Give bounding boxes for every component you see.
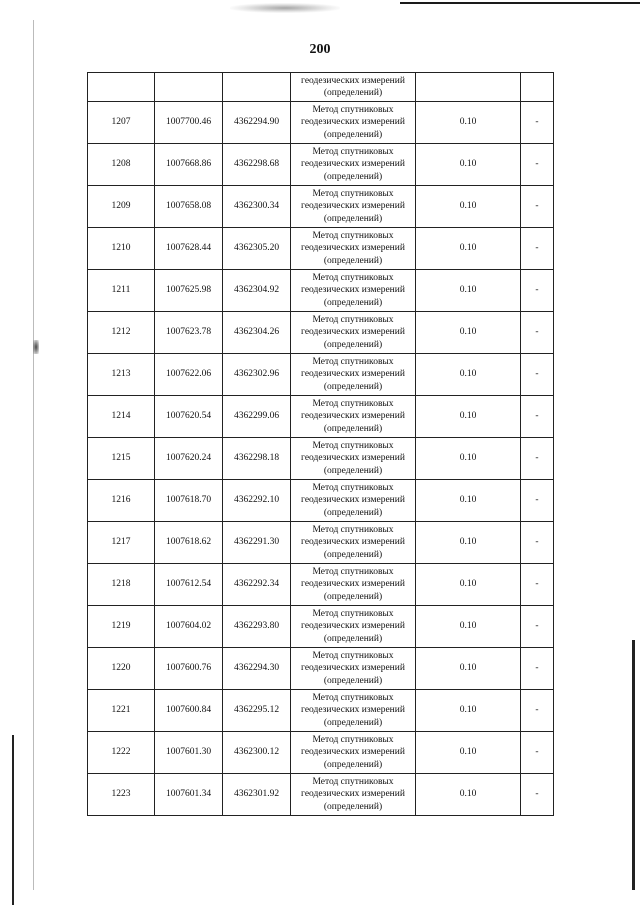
table-row <box>88 606 554 648</box>
method-line: Метод спутниковых <box>312 482 394 493</box>
x-coordinate-cell <box>155 73 223 102</box>
note-cell: - <box>521 270 554 312</box>
scan-artifact-mark <box>33 340 39 354</box>
point-number-cell <box>88 73 155 102</box>
point-number-cell: 1215 <box>88 438 155 480</box>
y-coordinate-cell: 4362301.92 <box>223 774 291 816</box>
method-line: Метод спутниковых <box>312 440 394 451</box>
method-cell <box>291 648 416 690</box>
accuracy-cell: 0.10 <box>416 606 521 648</box>
method-line: (определений) <box>323 88 383 98</box>
table-row <box>88 690 554 732</box>
table-row <box>88 354 554 396</box>
accuracy-cell: 0.10 <box>416 522 521 564</box>
y-coordinate-cell: 4362292.34 <box>223 564 291 606</box>
table-row <box>88 144 554 186</box>
table-row <box>88 564 554 606</box>
accuracy-cell: 0.10 <box>416 186 521 228</box>
method-line: геодезических измерений <box>301 747 405 758</box>
method-line: геодезических измерений <box>301 789 405 800</box>
accuracy-cell: 0.10 <box>416 312 521 354</box>
method-line: Метод спутниковых <box>312 356 394 367</box>
x-coordinate-cell: 1007620.54 <box>155 396 223 438</box>
note-cell: - <box>521 774 554 816</box>
method-line: геодезических измерений <box>301 663 405 674</box>
method-cell <box>291 606 416 648</box>
method-line: геодезических измерений <box>301 285 405 296</box>
coordinates-table-body <box>88 73 554 816</box>
x-coordinate-cell: 1007601.30 <box>155 732 223 774</box>
y-coordinate-cell: 4362292.10 <box>223 480 291 522</box>
method-line: Метод спутниковых <box>312 314 394 325</box>
method-line: Метод спутниковых <box>312 146 394 157</box>
page-number: 200 <box>309 42 331 57</box>
point-number-cell: 1223 <box>88 774 155 816</box>
note-cell: - <box>521 396 554 438</box>
method-line: (определений) <box>323 465 383 476</box>
method-line: геодезических измерений <box>301 411 405 422</box>
method-line: геодезических измерений <box>301 537 405 548</box>
method-line: Метод спутниковых <box>312 692 394 703</box>
method-line: (определений) <box>323 339 383 350</box>
note-cell: - <box>521 186 554 228</box>
x-coordinate-cell: 1007622.06 <box>155 354 223 396</box>
method-line: геодезических измерений <box>301 201 405 212</box>
method-line: Метод спутниковых <box>312 566 394 577</box>
point-number-cell: 1213 <box>88 354 155 396</box>
method-cell <box>291 228 416 270</box>
method-line: геодезических измерений <box>301 621 405 632</box>
scan-artifact-right-bar <box>632 640 635 890</box>
note-cell <box>521 73 554 102</box>
method-line: (определений) <box>323 717 383 728</box>
method-line: Метод спутниковых <box>312 776 394 787</box>
note-cell: - <box>521 228 554 270</box>
x-coordinate-cell: 1007600.84 <box>155 690 223 732</box>
point-number-cell: 1207 <box>88 102 155 144</box>
method-line: геодезических измерений <box>301 495 405 506</box>
method-line: (определений) <box>323 129 383 140</box>
table-row <box>88 270 554 312</box>
method-cell <box>291 186 416 228</box>
method-cell <box>291 270 416 312</box>
point-number-cell: 1211 <box>88 270 155 312</box>
method-line: (определений) <box>323 381 383 392</box>
method-line: (определений) <box>323 213 383 224</box>
method-line: (определений) <box>323 633 383 644</box>
accuracy-cell: 0.10 <box>416 648 521 690</box>
accuracy-cell: 0.10 <box>416 144 521 186</box>
method-line: Метод спутниковых <box>312 650 394 661</box>
x-coordinate-cell: 1007628.44 <box>155 228 223 270</box>
method-cell <box>291 732 416 774</box>
method-line: геодезических измерений <box>301 117 405 128</box>
method-cell <box>291 564 416 606</box>
table-row <box>88 186 554 228</box>
point-number-cell: 1216 <box>88 480 155 522</box>
method-line: (определений) <box>323 423 383 434</box>
y-coordinate-cell: 4362291.30 <box>223 522 291 564</box>
y-coordinate-cell: 4362298.18 <box>223 438 291 480</box>
y-coordinate-cell: 4362304.26 <box>223 312 291 354</box>
note-cell: - <box>521 354 554 396</box>
point-number-cell: 1209 <box>88 186 155 228</box>
y-coordinate-cell: 4362305.20 <box>223 228 291 270</box>
x-coordinate-cell: 1007600.76 <box>155 648 223 690</box>
method-cell <box>291 102 416 144</box>
method-cell <box>291 144 416 186</box>
point-number-cell: 1222 <box>88 732 155 774</box>
point-number-cell: 1219 <box>88 606 155 648</box>
accuracy-cell: 0.10 <box>416 270 521 312</box>
accuracy-cell: 0.10 <box>416 774 521 816</box>
accuracy-cell: 0.10 <box>416 690 521 732</box>
note-cell: - <box>521 648 554 690</box>
method-line: (определений) <box>323 759 383 770</box>
table-row <box>88 522 554 564</box>
method-line: геодезических измерений <box>301 453 405 464</box>
table-row <box>88 102 554 144</box>
method-line: (определений) <box>323 675 383 686</box>
point-number-cell: 1214 <box>88 396 155 438</box>
x-coordinate-cell: 1007658.08 <box>155 186 223 228</box>
coordinates-table <box>87 72 554 816</box>
point-number-cell: 1208 <box>88 144 155 186</box>
method-cell <box>291 396 416 438</box>
method-line: Метод спутниковых <box>312 608 394 619</box>
x-coordinate-cell: 1007618.70 <box>155 480 223 522</box>
accuracy-cell: 0.10 <box>416 732 521 774</box>
method-line: (определений) <box>323 255 383 266</box>
method-line: (определений) <box>323 171 383 182</box>
x-coordinate-cell: 1007601.34 <box>155 774 223 816</box>
method-line: (определений) <box>323 801 383 812</box>
point-number-cell: 1221 <box>88 690 155 732</box>
scan-artifact-left-bar <box>12 735 14 905</box>
method-line: (определений) <box>323 297 383 308</box>
y-coordinate-cell: 4362293.80 <box>223 606 291 648</box>
table-row <box>88 732 554 774</box>
y-coordinate-cell: 4362304.92 <box>223 270 291 312</box>
note-cell: - <box>521 312 554 354</box>
x-coordinate-cell: 1007668.86 <box>155 144 223 186</box>
x-coordinate-cell: 1007620.24 <box>155 438 223 480</box>
method-cell <box>291 312 416 354</box>
accuracy-cell: 0.10 <box>416 354 521 396</box>
method-cell <box>291 690 416 732</box>
point-number-cell: 1218 <box>88 564 155 606</box>
accuracy-cell: 0.10 <box>416 438 521 480</box>
method-line: (определений) <box>323 507 383 518</box>
note-cell: - <box>521 480 554 522</box>
note-cell: - <box>521 102 554 144</box>
note-cell: - <box>521 690 554 732</box>
method-cell <box>291 522 416 564</box>
accuracy-cell: 0.10 <box>416 396 521 438</box>
accuracy-cell: 0.10 <box>416 228 521 270</box>
method-line: Метод спутниковых <box>312 734 394 745</box>
method-line: Метод спутниковых <box>312 104 394 115</box>
y-coordinate-cell <box>223 73 291 102</box>
scan-artifact-smudge <box>230 3 340 13</box>
note-cell: - <box>521 732 554 774</box>
method-line: геодезических измерений <box>301 369 405 380</box>
table-row <box>88 774 554 816</box>
y-coordinate-cell: 4362298.68 <box>223 144 291 186</box>
method-line: геодезических измерений <box>301 159 405 170</box>
table-row <box>88 312 554 354</box>
x-coordinate-cell: 1007604.02 <box>155 606 223 648</box>
method-line: геодезических измерений <box>301 705 405 716</box>
method-line: Метод спутниковых <box>312 230 394 241</box>
note-cell: - <box>521 522 554 564</box>
point-number-cell: 1212 <box>88 312 155 354</box>
x-coordinate-cell: 1007612.54 <box>155 564 223 606</box>
continuation-row <box>88 73 554 102</box>
table-row <box>88 396 554 438</box>
x-coordinate-cell: 1007623.78 <box>155 312 223 354</box>
y-coordinate-cell: 4362294.30 <box>223 648 291 690</box>
method-cell <box>291 73 416 102</box>
y-coordinate-cell: 4362294.90 <box>223 102 291 144</box>
method-line: геодезических измерений <box>301 579 405 590</box>
table-row <box>88 438 554 480</box>
accuracy-cell: 0.10 <box>416 480 521 522</box>
y-coordinate-cell: 4362300.12 <box>223 732 291 774</box>
table-row <box>88 228 554 270</box>
scan-artifact-top-line <box>400 2 640 4</box>
table-row <box>88 648 554 690</box>
method-line: геодезических измерений <box>301 243 405 254</box>
accuracy-cell <box>416 73 521 102</box>
method-line: Метод спутниковых <box>312 272 394 283</box>
method-cell <box>291 354 416 396</box>
x-coordinate-cell: 1007618.62 <box>155 522 223 564</box>
method-line: Метод спутниковых <box>312 398 394 409</box>
note-cell: - <box>521 606 554 648</box>
accuracy-cell: 0.10 <box>416 102 521 144</box>
method-line: Метод спутниковых <box>312 188 394 199</box>
method-line: геодезических измерений <box>301 327 405 338</box>
note-cell: - <box>521 564 554 606</box>
x-coordinate-cell: 1007700.46 <box>155 102 223 144</box>
method-line: геодезических измерений <box>301 75 405 86</box>
table-row <box>88 480 554 522</box>
method-line: (определений) <box>323 591 383 602</box>
method-line: (определений) <box>323 549 383 560</box>
point-number-cell: 1210 <box>88 228 155 270</box>
y-coordinate-cell: 4362300.34 <box>223 186 291 228</box>
y-coordinate-cell: 4362299.06 <box>223 396 291 438</box>
method-cell <box>291 774 416 816</box>
y-coordinate-cell: 4362295.12 <box>223 690 291 732</box>
note-cell: - <box>521 144 554 186</box>
method-cell <box>291 438 416 480</box>
note-cell: - <box>521 438 554 480</box>
point-number-cell: 1220 <box>88 648 155 690</box>
method-line: Метод спутниковых <box>312 524 394 535</box>
x-coordinate-cell: 1007625.98 <box>155 270 223 312</box>
method-cell <box>291 480 416 522</box>
y-coordinate-cell: 4362302.96 <box>223 354 291 396</box>
point-number-cell: 1217 <box>88 522 155 564</box>
scan-artifact-left-line <box>33 20 34 890</box>
accuracy-cell: 0.10 <box>416 564 521 606</box>
